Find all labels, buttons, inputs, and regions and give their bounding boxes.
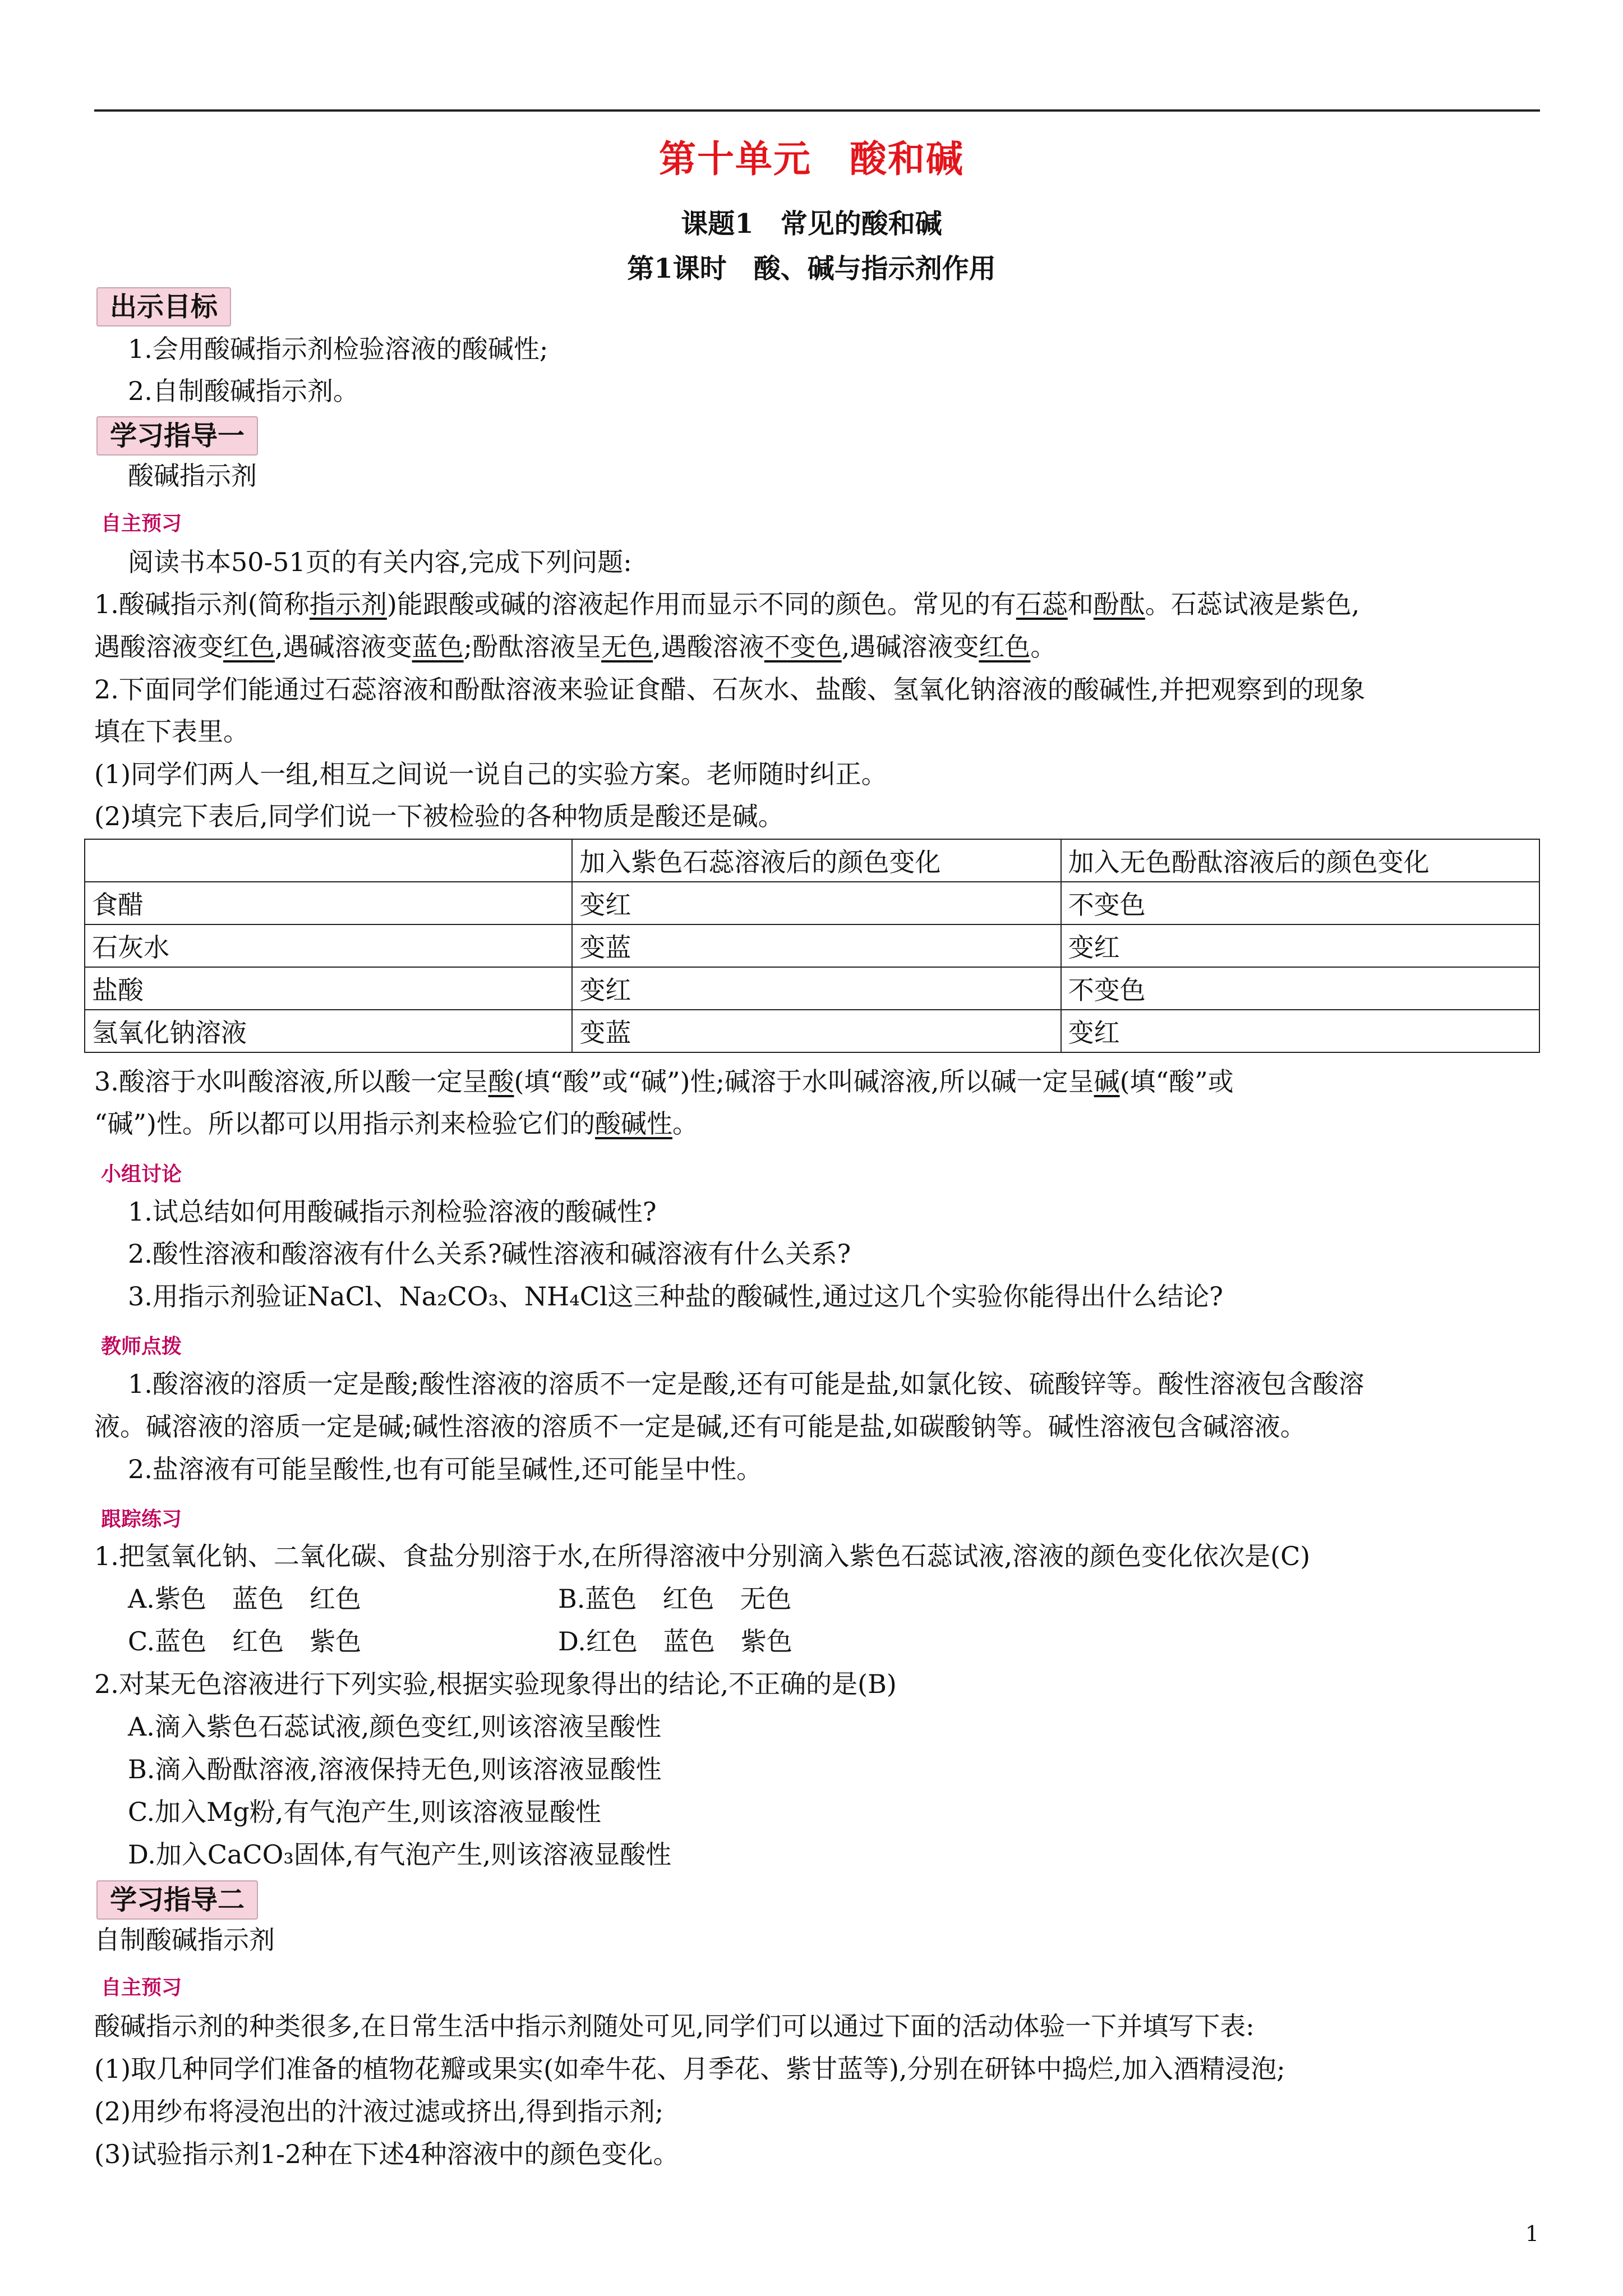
question-2-sub-1: (1)同学们两人一组,相互之间说一说自己的实验方案。老师随时纠正。	[94, 759, 887, 789]
practice-option: C.蓝色 红色 紫色	[128, 1626, 362, 1657]
table-cell: 不变色	[1061, 882, 1539, 924]
practice-question-1: 1.把氢氧化钠、二氧化碳、食盐分别溶于水,在所得溶液中分别滴入紫色石蕊试液,溶液的颜色变化依次是(C)	[94, 1541, 1311, 1571]
table-header-cell: 加入无色酚酞溶液后的颜色变化	[1061, 839, 1539, 882]
table-cell: 变红	[572, 967, 1061, 1010]
guide2-line: (1)取几种同学们准备的植物花瓣或果实(如牵牛花、月季花、紫甘蓝等),分别在研钵中捣烂,加入酒精浸泡;	[94, 2054, 1285, 2084]
indicator-table	[84, 839, 1540, 1053]
answer-blank: 红色	[223, 632, 275, 662]
practice-option: D.加入CaCO₃固体,有气泡产生,则该溶液显酸性	[128, 1839, 672, 1870]
teacher-tip-tag: 教师点拨	[101, 1335, 182, 1358]
table-row	[85, 924, 1539, 967]
header-rule	[94, 109, 1540, 112]
practice-option: C.加入Mg粉,有气泡产生,则该溶液显酸性	[128, 1797, 601, 1827]
practice-option: A.滴入紫色石蕊试液,颜色变红,则该溶液呈酸性	[128, 1711, 662, 1742]
table-header-row	[85, 839, 1539, 882]
table-cell: 变蓝	[572, 1010, 1061, 1052]
table-header-cell: 加入紫色石蕊溶液后的颜色变化	[572, 839, 1061, 882]
period-title: 第1课时 酸、碱与指示剂作用	[627, 253, 996, 284]
table-header-cell	[85, 839, 572, 882]
table-cell: 食醋	[85, 882, 572, 924]
discussion-item: 2.酸性溶液和酸溶液有什么关系?碱性溶液和碱溶液有什么关系?	[128, 1239, 851, 1269]
teacher-tip-line: 1.酸溶液的溶质一定是酸;酸性溶液的溶质不一定是酸,还有可能是盐,如氯化铵、硫酸锌等。酸性溶液包含酸溶	[128, 1369, 1364, 1399]
table-row	[85, 1010, 1539, 1052]
table-cell: 变蓝	[572, 924, 1061, 967]
answer-blank: 红色	[979, 632, 1031, 662]
guide2-topic: 自制酸碱指示剂	[94, 1925, 275, 1955]
guide2-line: 酸碱指示剂的种类很多,在日常生活中指示剂随处可见,同学们可以通过下面的活动体验一下并填写下表:	[94, 2011, 1255, 2041]
table-cell: 石灰水	[85, 924, 572, 967]
practice-option: B.滴入酚酞溶液,溶液保持无色,则该溶液显酸性	[128, 1754, 662, 1784]
answer-blank: 无色	[601, 632, 653, 662]
table-cell: 变红	[1061, 1010, 1539, 1052]
answer-blank: 酚酞	[1093, 589, 1145, 619]
guide2-tag: 学习指导二	[96, 1880, 258, 1920]
discussion-item: 1.试总结如何用酸碱指示剂检验溶液的酸碱性?	[128, 1197, 657, 1227]
question-2-line-1: 2.下面同学们能通过石蕊溶液和酚酞溶液来验证食醋、石灰水、盐酸、氢氧化钠溶液的酸碱性,并把观察到的现象	[94, 674, 1366, 705]
practice-question-2: 2.对某无色溶液进行下列实验,根据实验现象得出的结论,不正确的是(B)	[94, 1669, 897, 1699]
guide2-line: (3)试验指示剂1-2种在下述4种溶液中的颜色变化。	[94, 2139, 679, 2169]
practice-option: A.紫色 蓝色 红色	[128, 1584, 361, 1614]
table-row	[85, 967, 1539, 1010]
table-cell: 氢氧化钠溶液	[85, 1010, 572, 1052]
answer-blank: 石蕊	[1016, 589, 1068, 619]
goal-item: 2.自制酸碱指示剂。	[128, 376, 359, 406]
guide1-tag: 学习指导一	[96, 416, 258, 455]
preview-tag: 自主预习	[101, 512, 182, 535]
goals-tag: 出示目标	[96, 287, 231, 326]
table-cell: 不变色	[1061, 967, 1539, 1010]
answer-blank: 酸碱性	[594, 1108, 672, 1139]
guide1-topic: 酸碱指示剂	[128, 461, 257, 491]
table-cell: 变红	[572, 882, 1061, 924]
practice-option: D.红色 蓝色 紫色	[558, 1626, 792, 1657]
page-number: 1	[1525, 2221, 1539, 2246]
teacher-tip-line: 液。碱溶液的溶质一定是碱;碱性溶液的溶质不一定是碱,还有可能是盐,如碳酸钠等。碱性溶液包含碱溶液。	[94, 1411, 1306, 1442]
answer-blank: 指示剂	[309, 589, 387, 619]
goal-item: 1.会用酸碱指示剂检验溶液的酸碱性;	[128, 334, 548, 364]
question-3-line-2: “碱”)性。所以都可以用指示剂来检验它们的酸碱性。	[94, 1108, 698, 1139]
answer-blank: 碱	[1094, 1066, 1120, 1097]
question-2-line-2: 填在下表里。	[94, 716, 249, 747]
answer-blank: 不变色	[764, 632, 842, 662]
practice-tag: 跟踪练习	[101, 1508, 182, 1531]
question-3-line-1: 3.酸溶于水叫酸溶液,所以酸一定呈酸(填“酸”或“碱”)性;碱溶于水叫碱溶液,所以碱一定呈碱(填“酸”或	[94, 1066, 1234, 1097]
table-row	[85, 882, 1539, 924]
discussion-tag: 小组讨论	[101, 1163, 182, 1186]
question-2-sub-2: (2)填完下表后,同学们说一下被检验的各种物质是酸还是碱。	[94, 801, 784, 831]
answer-blank: 蓝色	[412, 632, 464, 662]
question-1-line-2: 遇酸溶液变红色,遇碱溶液变蓝色;酚酞溶液呈无色,遇酸溶液不变色,遇碱溶液变红色。	[94, 632, 1057, 662]
teacher-tip-line: 2.盐溶液有可能呈酸性,也有可能呈碱性,还可能呈中性。	[128, 1454, 763, 1484]
preview-intro: 阅读书本50-51页的有关内容,完成下列问题:	[128, 547, 632, 577]
table-cell: 变红	[1061, 924, 1539, 967]
discussion-item: 3.用指示剂验证NaCl、Na₂CO₃、NH₄Cl这三种盐的酸碱性,通过这几个实验你能得出什么结论?	[128, 1281, 1223, 1312]
guide2-line: (2)用纱布将浸泡出的汁液过滤或挤出,得到指示剂;	[94, 2096, 664, 2127]
preview-tag: 自主预习	[101, 1976, 182, 1999]
table-cell: 盐酸	[85, 967, 572, 1010]
answer-blank: 酸	[488, 1066, 514, 1097]
lesson-title: 课题1 常见的酸和碱	[681, 208, 942, 240]
practice-option: B.蓝色 红色 无色	[558, 1584, 792, 1614]
question-1-line-1: 1.酸碱指示剂(简称指示剂)能跟酸或碱的溶液起作用而显示不同的颜色。常见的有石蕊和酚酞。石蕊试液是紫色,	[94, 589, 1360, 619]
unit-title: 第十单元 酸和碱	[659, 137, 964, 181]
